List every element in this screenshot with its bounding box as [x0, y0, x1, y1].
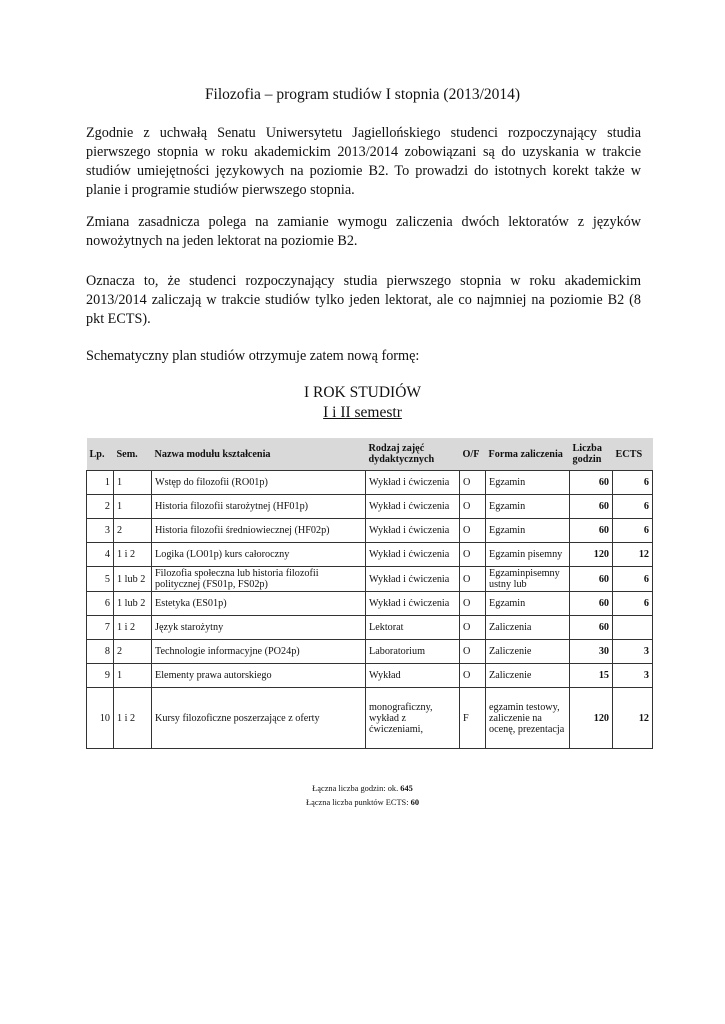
- cell-form: Zaliczenia: [486, 616, 570, 640]
- table-row: [87, 471, 653, 495]
- cell-form: Egzamin pisemny: [486, 543, 570, 567]
- cell-lp: 3: [87, 519, 114, 543]
- cell-of: O: [460, 592, 486, 616]
- cell-of: O: [460, 543, 486, 567]
- cell-of: O: [460, 616, 486, 640]
- header-sem: Sem.: [114, 438, 152, 471]
- cell-module: Filozofia społeczna lub historia filozofii politycznej (FS01p, FS02p): [152, 567, 366, 592]
- paragraph-senate-resolution: Zgodnie z uchwałą Senatu Uniwersytetu Jagiellońskiego studenci rozpoczynający studia pierwszego stopnia w roku akademickim 2013/2014 zobowiązani są do uzyskania w trakcie studiów umiejętności językowych na poziomie B2. To prowadzi do istotnych korekt także w planie i programie studiów pierwszego stopnia.: [86, 125, 641, 198]
- cell-lp: 5: [87, 567, 114, 592]
- summary-total-hours: [0, 784, 725, 793]
- cell-sem: 1 lub 2: [114, 592, 152, 616]
- cell-ects: 6: [613, 567, 653, 592]
- cell-type: Wykład i ćwiczenia: [366, 495, 460, 519]
- header-form: Forma zaliczenia: [486, 438, 570, 471]
- cell-ects: 6: [613, 592, 653, 616]
- cell-of: O: [460, 519, 486, 543]
- cell-of: O: [460, 567, 486, 592]
- cell-type: Wykład i ćwiczenia: [366, 543, 460, 567]
- cell-ects: 6: [613, 495, 653, 519]
- cell-type: Wykład i ćwiczenia: [366, 471, 460, 495]
- cell-form: Egzamin: [486, 471, 570, 495]
- cell-hours: 60: [570, 471, 613, 495]
- year-heading: I ROK STUDIÓW: [303, 384, 422, 401]
- cell-form: Egzamin: [486, 519, 570, 543]
- cell-sem: 2: [114, 519, 152, 543]
- table-row: [87, 640, 653, 664]
- summary-total-ects: [0, 798, 725, 807]
- summary-hours-value: 645: [400, 784, 413, 793]
- cell-hours: 30: [570, 640, 613, 664]
- summary-hours-label: Łączna liczba godzin: ok.: [312, 784, 399, 793]
- cell-type: Lektorat: [366, 616, 460, 640]
- header-type: Rodzaj zajęć dydaktycznych: [366, 438, 460, 471]
- table-row: [87, 664, 653, 688]
- cell-of: O: [460, 664, 486, 688]
- cell-of: O: [460, 471, 486, 495]
- cell-module: Historia filozofii starożytnej (HF01p): [152, 495, 366, 519]
- study-plan-table: [86, 438, 653, 749]
- cell-sem: 1: [114, 471, 152, 495]
- paragraph-plan-intro: Schematyczny plan studiów otrzymuje zatem nową formę:: [86, 348, 420, 364]
- cell-ects: 6: [613, 471, 653, 495]
- cell-form: Egzamin: [486, 592, 570, 616]
- header-module: Nazwa modułu kształcenia: [152, 438, 366, 471]
- cell-of: O: [460, 495, 486, 519]
- cell-of: F: [460, 688, 486, 749]
- cell-lp: 6: [87, 592, 114, 616]
- cell-lp: 4: [87, 543, 114, 567]
- cell-module: Logika (LO01p) kurs całoroczny: [152, 543, 366, 567]
- cell-hours: 15: [570, 664, 613, 688]
- cell-module: Technologie informacyjne (PO24p): [152, 640, 366, 664]
- cell-type: Wykład i ćwiczenia: [366, 519, 460, 543]
- cell-ects: 3: [613, 664, 653, 688]
- cell-type: Wykład i ćwiczenia: [366, 592, 460, 616]
- table-row: [87, 592, 653, 616]
- paragraph-single-lectorate: Oznacza to, że studenci rozpoczynający studia pierwszego stopnia w roku akademickim 2013/2014 zaliczają w trakcie studiów tylko jeden lektorat, ale co najmniej na poziomie B2 (8 pkt ECTS).: [86, 273, 641, 327]
- table-header-row: [87, 438, 653, 471]
- semester-heading: I i II semestr: [323, 404, 402, 421]
- cell-form: Zaliczenie: [486, 664, 570, 688]
- cell-ects: 3: [613, 640, 653, 664]
- cell-module: Estetyka (ES01p): [152, 592, 366, 616]
- table-row: [87, 616, 653, 640]
- summary-ects-label: Łączna liczba punktów ECTS:: [305, 798, 409, 807]
- cell-of: O: [460, 640, 486, 664]
- table-row: [87, 543, 653, 567]
- cell-lp: 9: [87, 664, 114, 688]
- table-row: [87, 688, 653, 749]
- cell-lp: 2: [87, 495, 114, 519]
- cell-module: Wstęp do filozofii (RO01p): [152, 471, 366, 495]
- cell-type: Wykład: [366, 664, 460, 688]
- cell-form: Egzaminpisemny ustny lub: [486, 567, 570, 592]
- header-ects: ECTS: [613, 438, 653, 471]
- cell-type: Wykład i ćwiczenia: [366, 567, 460, 592]
- cell-sem: 1 i 2: [114, 543, 152, 567]
- cell-hours: 60: [570, 519, 613, 543]
- cell-type: monograficzny, wykład z ćwiczeniami,: [366, 688, 460, 749]
- cell-module: Kursy filozoficzne poszerzające z oferty: [152, 688, 366, 749]
- cell-ects: 6: [613, 519, 653, 543]
- cell-lp: 1: [87, 471, 114, 495]
- cell-ects: 12: [613, 688, 653, 749]
- cell-module: Język starożytny: [152, 616, 366, 640]
- cell-ects: 12: [613, 543, 653, 567]
- table-row: [87, 519, 653, 543]
- cell-lp: 7: [87, 616, 114, 640]
- cell-hours: 60: [570, 592, 613, 616]
- cell-hours: 60: [570, 495, 613, 519]
- cell-module: Historia filozofii średniowiecznej (HF02p): [152, 519, 366, 543]
- cell-lp: 10: [87, 688, 114, 749]
- cell-hours: 60: [570, 567, 613, 592]
- cell-form: Egzamin: [486, 495, 570, 519]
- cell-sem: 1 i 2: [114, 616, 152, 640]
- paragraph-main-change: Zmiana zasadnicza polega na zamianie wymogu zaliczenia dwóch lektoratów z języków nowożytnych na jeden lektorat na poziomie B2.: [86, 214, 641, 249]
- cell-type: Laboratorium: [366, 640, 460, 664]
- cell-sem: 1: [114, 495, 152, 519]
- cell-hours: 60: [570, 616, 613, 640]
- header-of: O/F: [460, 438, 486, 471]
- cell-ects: [613, 616, 653, 640]
- cell-sem: 1: [114, 664, 152, 688]
- document-title: Filozofia – program studiów I stopnia (2013/2014): [204, 86, 521, 103]
- cell-module: Elementy prawa autorskiego: [152, 664, 366, 688]
- table-row: [87, 495, 653, 519]
- cell-hours: 120: [570, 688, 613, 749]
- header-hours: Liczba godzin: [570, 438, 613, 471]
- cell-sem: 2: [114, 640, 152, 664]
- cell-sem: 1 lub 2: [114, 567, 152, 592]
- cell-form: Zaliczenie: [486, 640, 570, 664]
- cell-sem: 1 i 2: [114, 688, 152, 749]
- header-lp: Lp.: [87, 438, 114, 471]
- summary-ects-value: 60: [410, 798, 420, 807]
- cell-lp: 8: [87, 640, 114, 664]
- table-row: [87, 567, 653, 592]
- cell-hours: 120: [570, 543, 613, 567]
- cell-form: egzamin testowy, zaliczenie na ocenę, prezentacja: [486, 688, 570, 749]
